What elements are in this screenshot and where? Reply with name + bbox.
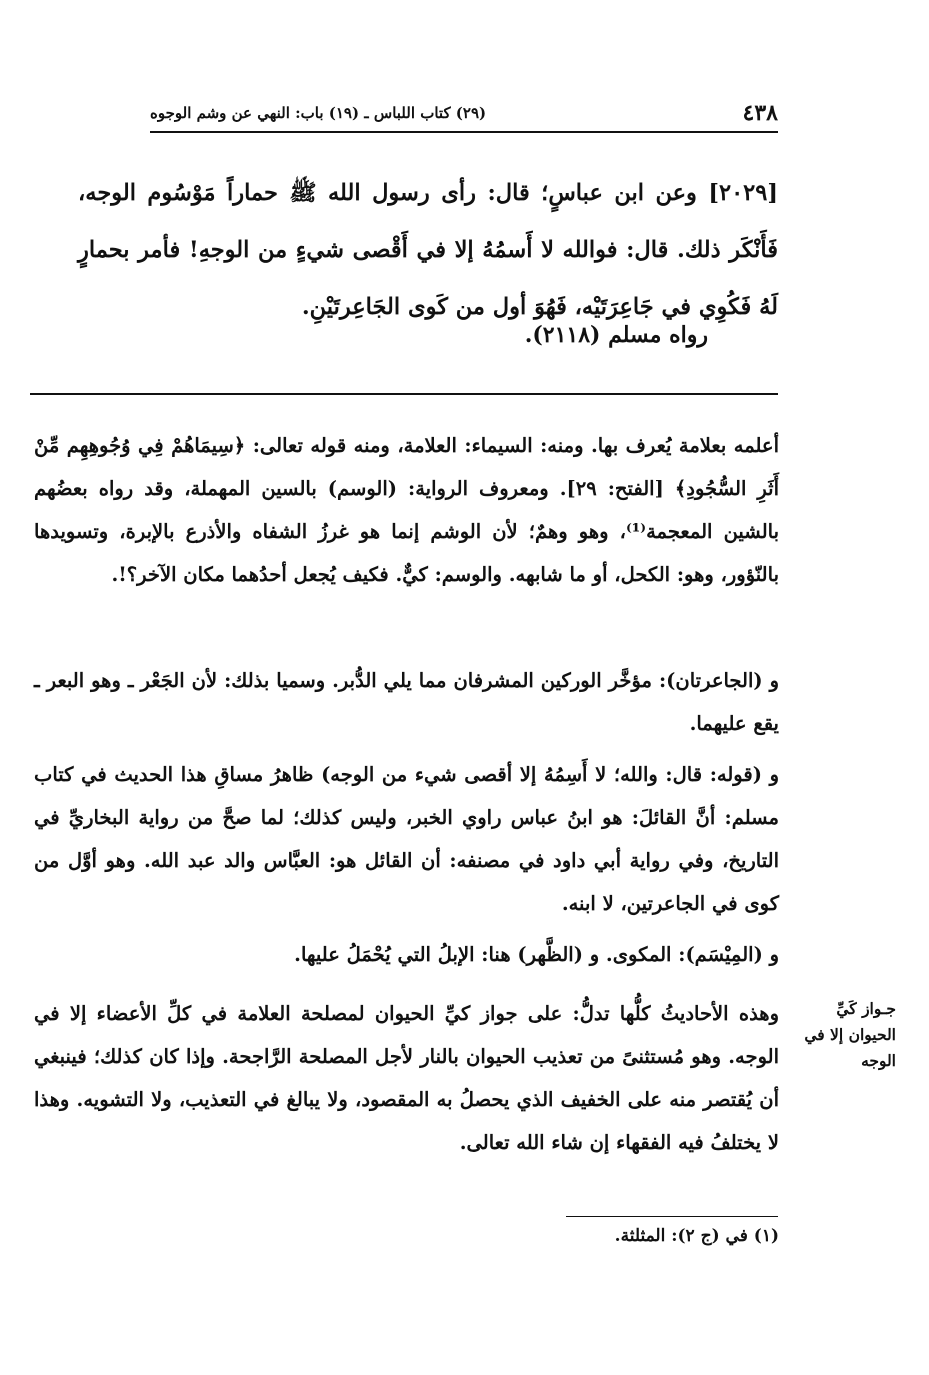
- footnote: (١) في (ج ٢): المثلثة.: [614, 1226, 779, 1246]
- commentary-paragraph-4: و (المِيْسَم): المكوى. و (الظَّهر) هنا: الإبلُ التي يُحْمَلُ عليها.: [294, 943, 779, 966]
- page-header: [150, 98, 778, 132]
- commentary-paragraph-3: و (قوله: قال: والله؛ لا أَسِمُهُ إلا أقصى شيء من الوجه) ظاهرُ مساقِ هذا الحديث في كتاب مسلم: أنَّ القائلَ: هو ابنُ عباس راوي الخبر، وليس كذلك؛ لما صحَّ من رواية البخاريِّ في التاريخ، وفي رواية أبي داود في مصنفه: أن القائل هو: العبَّاس والد عبد الله. وهو أوَّل من كوى في الجاعرتين، لا ابنه.: [34, 763, 779, 915]
- commentary-paragraph-5: وهذه الأحاديثُ كلُّها تدلُّ: على جواز كيِّ الحيوان لمصلحة العلامة في كلِّ الأعضاء إلا في الوجه. وهو مُستثنىً من تعذيب الحيوان بالنار لأجل المصلحة الرَّاجحة. وإذا كان كذلك؛ فينبغي أن يُقتصر منه على الخفيف الذي يحصلُ به المقصود، ولا يبالغ في التعذيب، ولا التشويه. وهذا لا يختلفُ فيه الفقهاء إن شاء الله تعالى.: [34, 1002, 779, 1154]
- running-title: (٢٩) كتاب اللباس ـ (١٩) باب: النهي عن وشم الوجوه: [150, 104, 487, 122]
- margin-heading: جـواز كَيِّ الحيوان إلا في الوجه: [804, 999, 896, 1070]
- section-divider: [30, 393, 778, 395]
- commentary-paragraph-1: أعلمه بعلامة يُعرف بها. ومنه: السيماء: العلامة، ومنه قوله تعالى: ﴿سِيمَاهُمْ فِي وُجُوهِهِم مِّنْ أَثَرِ السُّجُودِ﴾ [الفتح: ٢٩]. ومعروف الرواية: (الوسم) بالسين المهملة، وقد رواه بعضُهم بالشين المعجمة⁽¹⁾، وهو وهمٌ؛ لأن الوشم إنما هو غرزُ الشفاه والأذرع بالإبرة، وتسويدها بالنّؤور، وهو: الكحل، أو ما شابهه. والوسم: كيٌّ. فكيف يُجعل أحدُهما مكان الآخر؟!.: [34, 434, 779, 586]
- hadith-text: [٢٠٢٩] وعن ابن عباسٍ؛ قال: رأى رسول الله ﷺ حماراً مَوْسُوم الوجه، فَأَنْكَر ذلك. قال: فوالله لا أَسمُهُ إلا في أَقْصى شيءٍ من الوجهِ! فأمر بحمارٍ لَهُ فَكُوِي في جَاعِرَتَيْه، فَهُوَ أول من كَوى الجَاعِرتَيْنِ.: [78, 180, 778, 320]
- page-number: ٤٣٨: [742, 100, 778, 126]
- footnote-rule: [566, 1216, 778, 1217]
- hadith-source: رواه مسلم (٢١١٨).: [524, 322, 708, 348]
- header-rule: [150, 131, 778, 133]
- commentary-paragraph-2: و (الجاعرتان): مؤخَّر الوركين المشرفان مما يلي الدُّبر. وسميا بذلك: لأن الجَعْر ـ وهو البعر ـ يقع عليهما.: [34, 669, 779, 735]
